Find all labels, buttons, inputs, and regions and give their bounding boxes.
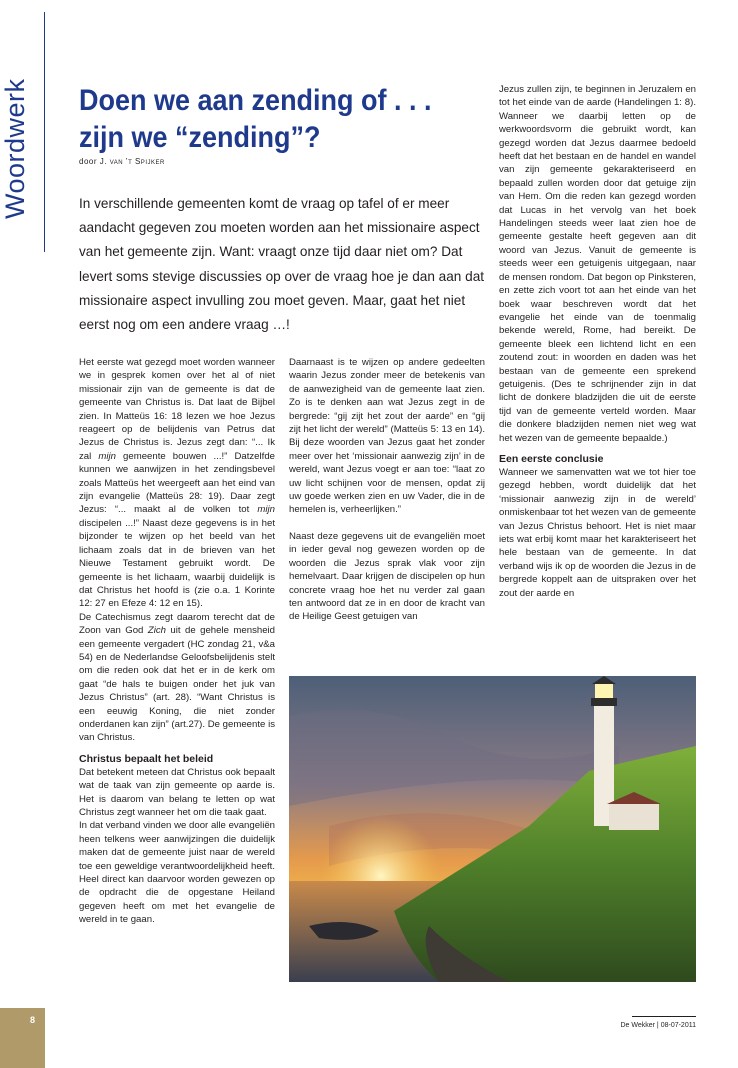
lighthouse-illustration (289, 676, 696, 982)
paragraph: Het eerste wat gezegd moet worden wanneer we in gesprek komen over het al of niet missionair zijn van de gemeente is dat de gemeente van Christus is. Dat laat de Bijbel zien. In Matteüs 16: 18 lezen we hoe Jezus reageert op de belijdenis van Petrus dat Jezus de Christus is. Jezus zegt dan: “... Ik zal mijn gemeente bouwen ...!” Datzelfde kunnen we aanwijzen in het zendingsbevel zoals Matteüs het weergeeft aan het eind van zijn evangelie (Matteüs 28: 19). Daar zegt Jezus: “... maakt al de volken tot mijn discipelen ...!” Naast deze gegevens is in het bijzonder te wijzen op het beeld van het lichaam zoals dat in de brieven van het Nieuwe Testament gebruikt wordt. De gemeente is het lichaam, waarbij duidelijk is dat Christus het hoofd is (zie o.a. 1 Korinte 12: 27 en Efeze 4: 12 en 15). (79, 357, 275, 610)
text-column-3 (499, 83, 696, 600)
emphasis: mijn (257, 504, 275, 516)
footer-divider (632, 1016, 696, 1017)
text-column-1 (79, 356, 275, 927)
lighthouse-photo (289, 676, 696, 982)
article-title-line-1: Doen we aan zending of . . . (79, 84, 432, 117)
paragraph: Naast deze gegevens uit de evangeliën moet in ieder geval nog gewezen worden op de woorden die Jezus sprak vlak voor zijn hemelvaart. Daar krijgen de discipelen op hun concrete vraag hoe het nu verder zal gaan ten antwoord dat ze in en door de kracht van de Heilige Geest getuigen van (289, 530, 485, 623)
lighthouse-lamp (595, 684, 613, 698)
paragraph: Dat betekent meteen dat Christus ook bepaalt wat de taak van zijn gemeente op aarde is. Het is daarom van belang te letten op wat Christus zegt wanneer het om die taak gaat. (79, 766, 275, 818)
article-title-line-2: zijn we “zending”? (79, 121, 321, 154)
text-column-2 (289, 356, 485, 624)
emphasis: Zich (147, 625, 166, 637)
byline-prefix: door (79, 157, 98, 166)
paragraph: Jezus zullen zijn, te beginnen in Jeruzalem en tot het einde van de aarde (Handelingen 1: 8). Wanneer we daarbij letten op de werkwoordsvorm die gebruikt wordt, kan gezegd worden dat Jezus daarmee bedoeld heeft dat het bestaan en de handel en wandel van zijn gemeente gekarakteriseerd en bepaald zullen worden door dat getuige zijn van Hem. Om die reden kan gezegd worden dat Lucas in het vervolg van het boek Handelingen steeds weer laat zien hoe de gemeente gestalte heeft gegeven aan dit woord van Jezus. Vanuit de gemeente is steeds weer een getuigenis uitgegaan, naar de mensen rondom. Dat begon op Pinksteren, en zette zich voort tot aan het einde van het boek waar beschreven wordt dat het evangelie het einde van de toenmalig bekende wereld, Rome, had bereikt. De gemeente bleek een lichtend licht en een zoutend zout: in woorden en daden was het bestaan van de gemeente een sprekend getuigenis. (Des te schrijnender zijn in dat licht de donkere bladzijden die uit de eerste tijd van de gemeente verteld worden. Maar die donkere bladzijden nemen niet weg wat het wezen van de gemeente bepaalde.) (499, 84, 696, 444)
paragraph: Wanneer we samenvatten wat we tot hier toe gezegd hebben, wordt duidelijk dat het ‘missionair aanwezig zijn in de wereld’ onmiskenbaar tot het wezen van de gemeente van Jezus Christus behoort. Het is niet maar iets wat erbij komt maar het karakteriseert het hele bestaan van de gemeente. In dat verband wijs ik op de woorden die Jezus in de bergrede koppelt aan de uitspraken over het zout der aarde en (499, 466, 696, 599)
paragraph: In dat verband vinden we door alle evangeliën heen telkens weer aanwijzingen die duidelijk maken dat de gemeente juist naar de wereld toe een geweldige verantwoordelijkheid heeft. Heel direct kan daarvoor worden gewezen op de opdracht die de opgestane Heiland gegeven heeft om met het evangelie de wereld in te gaan. (79, 820, 275, 926)
paragraph-gap (289, 517, 485, 530)
author-name: J. van ’t Spijker (99, 157, 165, 166)
publication-footer: De Wekker | 08-07-2011 (620, 1022, 696, 1029)
subheading-eerste-conclusie: Een eerste conclusie (499, 452, 604, 465)
lighthouse-keeper-house (609, 804, 659, 830)
article-title (79, 82, 439, 156)
section-divider-line (44, 12, 45, 252)
paragraph: De Catechismus zegt daarom terecht dat de Zoon van God Zich uit de gehele mensheid een gemeente vergadert (HC zondag 21, v&a 54) en de Nederlandse Geloofsbelijdenis stelt om die reden ook dat het er in de kerk om gaat “de hals te buigen onder het juk van Jezus Christus” (art. 28). “Want Christus is een eeuwig Koning, die niet zonder onderdanen kan zijn” (art.27). De gemeente is van Christus. (79, 611, 276, 744)
paragraph: Daarnaast is te wijzen op andere gedeelten waarin Jezus zonder meer de betekenis van de aanwezigheid van de gemeente laat zien. Zo is te denken aan wat Jezus zegt in de bergrede: “gij zijt het zout der aarde” en “gij zijt het licht der wereld” (Matteüs 5: 13 en 14). Bij deze woorden van Jezus gaat het zonder meer over het ‘missionair aanwezig zijn’ in de wereld, want Jezus voegt er aan toe: “laat zo uw licht schijnen voor de mensen, opdat zij uw goede werken zien en uw Vader, die in de hemelen is, verheerlijken.” (289, 357, 485, 516)
page-number: 8 (30, 1015, 36, 1025)
byline (79, 157, 165, 166)
subheading-christus-bepaalt: Christus bepaalt het beleid (79, 752, 214, 765)
lighthouse-gallery (591, 698, 617, 706)
page-number-tab (0, 1008, 45, 1068)
article-intro: In verschillende gemeenten komt de vraag op tafel of er meer aandacht gegeven zou moeten worden aan het missionaire aspect van het gemeente zijn. Want: vraagt onze tijd daar niet om? Dat levert soms stevige discussies op over de vraag hoe je dan aan dat missionaire aspect invulling zou moet geven. Maar, gaat het niet eerst nog om een andere vraag …! (79, 196, 485, 333)
emphasis: mijn (98, 450, 116, 462)
section-label: Woordwerk (0, 78, 30, 219)
